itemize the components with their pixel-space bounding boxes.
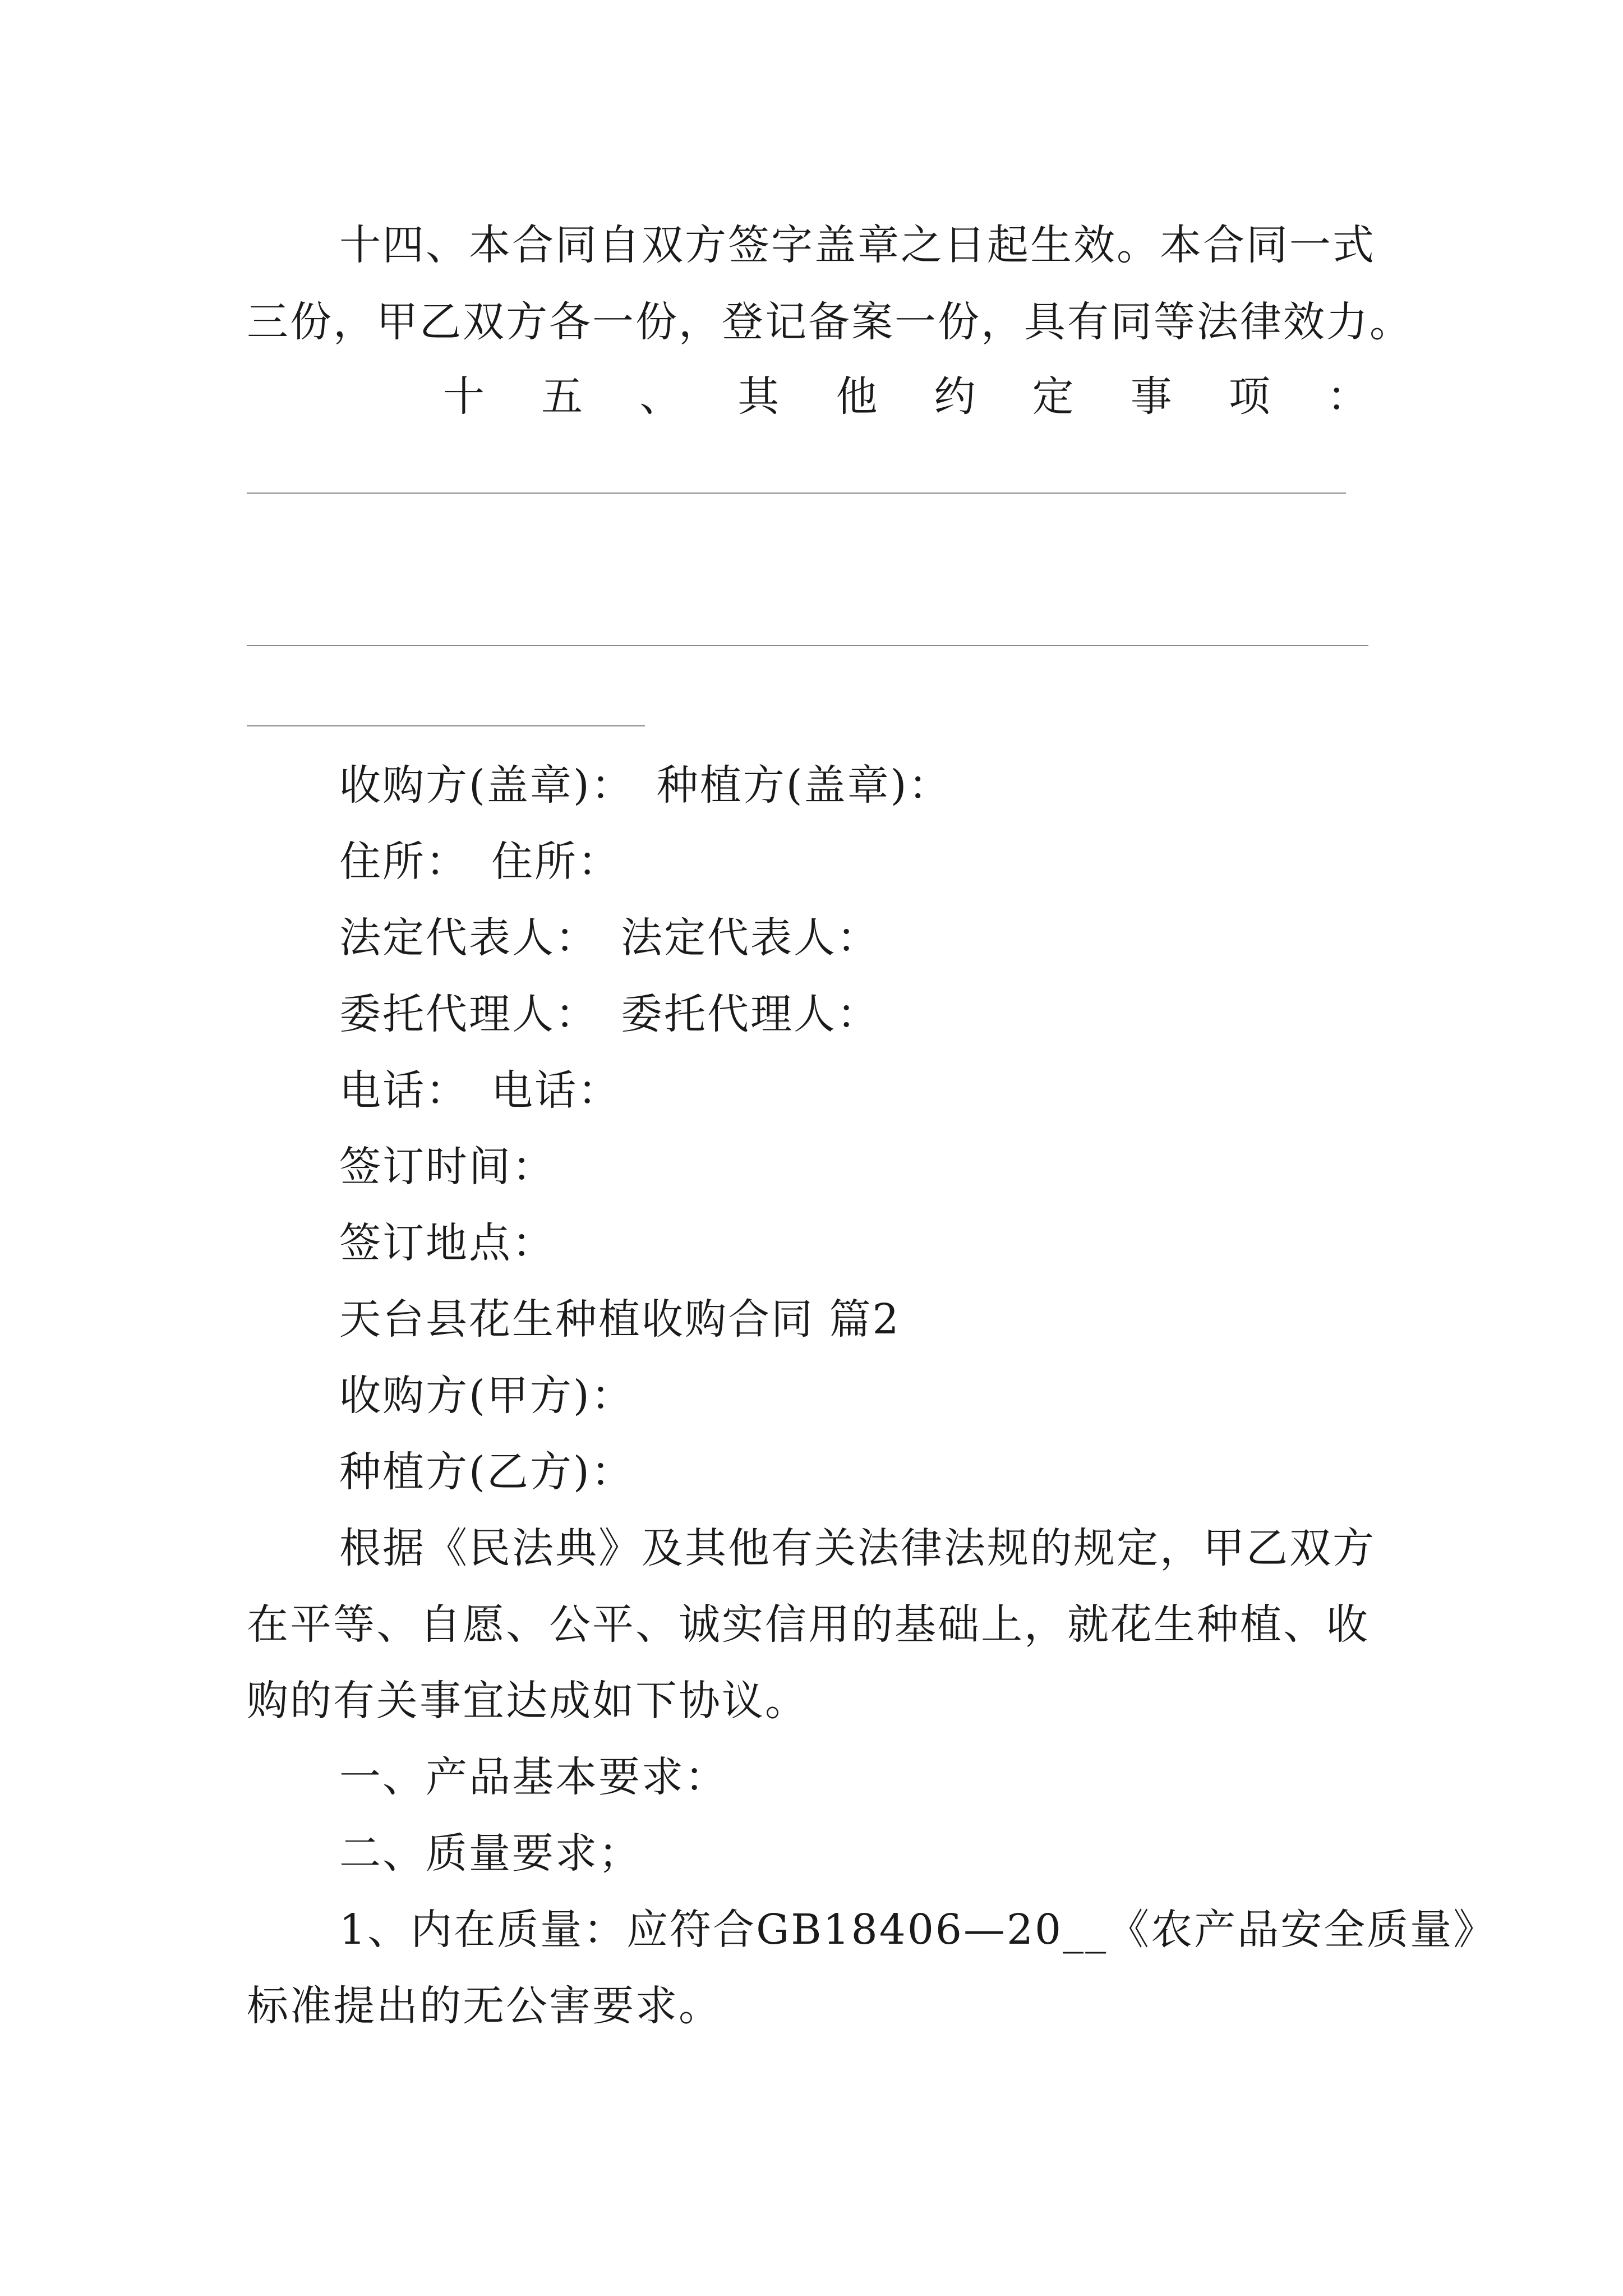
section15-char: 五 <box>541 372 583 421</box>
preamble-line2: 在平等、自愿、公平、诚实信用的基础上，就花生种植、收 <box>247 1600 1370 1649</box>
sign-place-line: 签订地点： <box>339 1219 555 1267</box>
item2-1-line1: 1、内在质量：应符合GB18406—20__《农产品安全质量》 <box>339 1906 1497 1954</box>
blank-fill-line <box>247 645 1368 646</box>
section15-char: 其 <box>737 372 780 421</box>
section15-char: 十 <box>443 372 485 421</box>
address-line: 住所： 住所： <box>339 838 621 886</box>
preamble-line1: 根据《民法典》及其他有关法律法规的规定，甲乙双方 <box>339 1524 1376 1572</box>
phone-line: 电话： 电话： <box>339 1066 621 1115</box>
section14-line2: 三份，甲乙双方各一份，登记备案一份，具有同等法律效力。 <box>247 298 1413 346</box>
agent-line: 委托代理人： 委托代理人： <box>339 990 880 1038</box>
party-a-line: 收购方(甲方)： <box>339 1372 634 1420</box>
section15-char: 他 <box>836 372 878 421</box>
section15-char: 约 <box>934 372 976 421</box>
preamble-line3: 购的有关事宜达成如下协议。 <box>247 1677 808 1725</box>
section15-char: ： <box>1326 372 1368 421</box>
section15-char: 定 <box>1032 372 1074 421</box>
section15-char: 、 <box>639 372 681 421</box>
legal-rep-line: 法定代表人： 法定代表人： <box>339 914 880 962</box>
seal-line: 收购方(盖章)： 种植方(盖章)： <box>339 761 952 809</box>
section14-line1: 十四、本合同自双方签字盖章之日起生效。本合同一式 <box>339 221 1376 269</box>
blank-fill-line <box>247 725 645 726</box>
section15-char: 事 <box>1130 372 1172 421</box>
item2-1-line2: 标准提出的无公害要求。 <box>247 1982 722 2030</box>
section15-char: 项 <box>1228 372 1270 421</box>
blank-fill-line <box>247 493 1346 494</box>
section15-heading <box>443 372 1368 421</box>
item1-heading: 一、产品基本要求： <box>339 1753 728 1801</box>
sign-time-line: 签订时间： <box>339 1143 555 1191</box>
item2-heading: 二、质量要求； <box>339 1829 642 1878</box>
contract2-title: 天台县花生种植收购合同 篇2 <box>339 1295 901 1343</box>
party-b-line: 种植方(乙方)： <box>339 1448 634 1496</box>
